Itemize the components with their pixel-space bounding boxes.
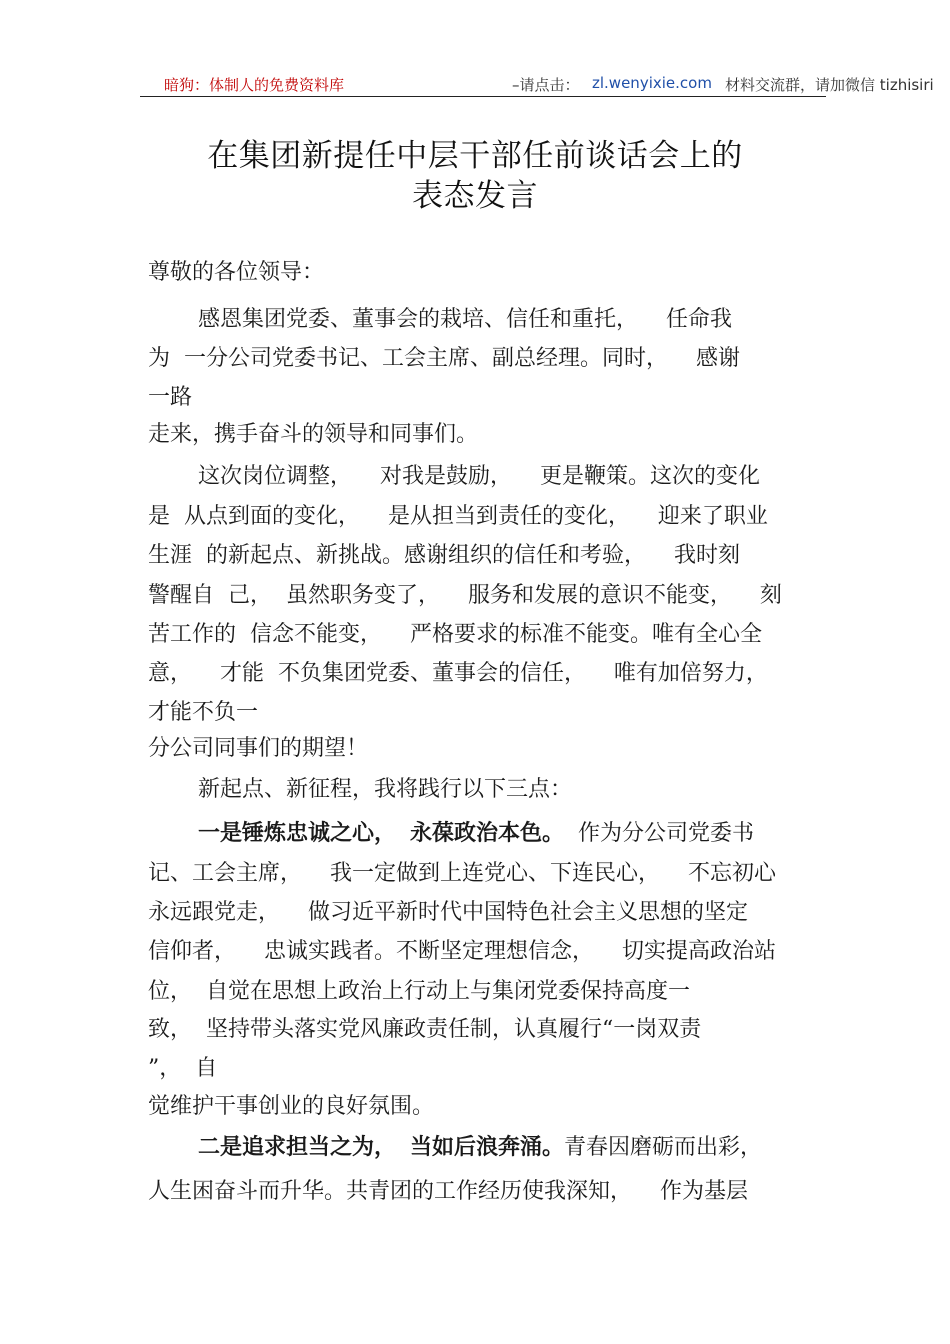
paragraph-1-line: 为 一分公司党委书记、工会主席、副总经理。同时， 感谢 <box>148 346 740 371</box>
paragraph-2-line: 生涯 的新起点、新挑战。感谢组织的信任和考验， 我时刻 <box>148 543 740 568</box>
point-2-heading-b: 当如后浪奔涌。 <box>410 1135 565 1160</box>
header-url-link[interactable]: zl.wenyixie.com <box>592 74 712 92</box>
header-wechat-note: 材料交流群，请加微信 tizhisiri <box>725 76 934 94</box>
paragraph-2-line: 警醒自 己， 虽然职务变了， 服务和发展的意识不能变， 刻 <box>148 583 782 608</box>
paragraph-2-line: 是 从点到面的变化， 是从担当到责任的变化， 迎来了职业 <box>148 504 768 529</box>
paragraph-4-line: 觉维护干事创业的良好氛围。 <box>148 1094 435 1119</box>
paragraph-5-line: 人生困奋斗而升华。共青团的工作经历使我深知， 作为基层 <box>148 1179 748 1204</box>
header-click-prompt: –请点击： <box>512 76 580 94</box>
document-title-line-1: 在集团新提任中层干部任前谈话会上的 <box>207 138 743 174</box>
paragraph-5-first-line <box>198 1134 762 1162</box>
paragraph-2-line: 苦工作的 信念不能变， 严格要求的标准不能变。唯有全心全 <box>148 622 762 647</box>
paragraph-2-line: 分公司同事们的期望！ <box>148 736 369 761</box>
point-1-heading-b: 永葆政治本色。 <box>410 821 565 846</box>
paragraph-2-line: 这次岗位调整， 对我是鼓励， 更是鞭策。这次的变化 <box>198 464 760 489</box>
paragraph-4-line: 位， 自觉在思想上政治上行动上与集闭党委保持高度一 <box>148 979 690 1004</box>
paragraph-4-line: 信仰者， 忠诚实践者。不断坚定理想信念， 切实提高政治站 <box>148 939 776 964</box>
header-site-name: 暗狗：体制人的免费资料库 <box>164 76 345 94</box>
paragraph-3: 新起点、新征程，我将践行以下三点： <box>198 777 573 802</box>
paragraph-2-line: 才能不负一 <box>148 700 259 725</box>
page-header <box>140 72 934 97</box>
paragraph-4-line: 作为分公司党委书 <box>564 821 755 846</box>
document-title-line-2: 表态发言 <box>412 178 538 214</box>
paragraph-4-line: 致， 坚持带头落实党风廉政责任制，认真履行“一岗双责 <box>148 1017 702 1042</box>
point-2-heading-a: 二是追求担当之为， <box>198 1135 397 1160</box>
paragraph-5-line: 青春因磨砺而出彩， <box>564 1135 763 1160</box>
point-1-heading-a: 一是锤炼忠诚之心， <box>198 821 397 846</box>
salutation: 尊敬的各位领导： <box>148 260 325 285</box>
paragraph-2-line: 意， 才能 不负集团党委、董事会的信任， 唯有加倍努力， <box>148 661 768 686</box>
paragraph-4-line: 永远跟党走， 做习近平新时代中国特色社会主义思想的坚定 <box>148 900 748 925</box>
paragraph-1-line: 一路 <box>148 385 193 410</box>
paragraph-4-first-line <box>198 820 754 848</box>
paragraph-1-line: 感恩集团党委、董事会的栽培、信任和重托， 任命我 <box>198 307 732 332</box>
paragraph-4-line: ”， 自 <box>148 1056 218 1081</box>
paragraph-1-line: 走来，携手奋斗的领导和同事们。 <box>148 422 479 447</box>
paragraph-4-line: 记、工会主席， 我一定做到上连党心、下连民心， 不忘初心 <box>148 861 776 886</box>
